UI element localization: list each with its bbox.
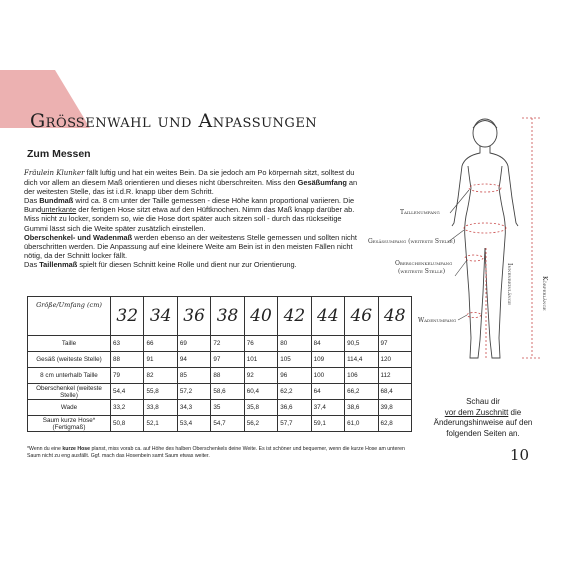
table-cell: 106 (345, 368, 378, 384)
table-cell: 112 (378, 368, 412, 384)
table-cell: 88 (111, 352, 144, 368)
table-cell: 57,7 (278, 416, 311, 432)
table-cell: 91 (144, 352, 177, 368)
size-header-row (28, 297, 412, 336)
label-wadenumfang: Wadenumfang (418, 317, 457, 324)
size-header: 40 (244, 297, 277, 336)
table-cell: 50,8 (111, 416, 144, 432)
size-header: 42 (278, 297, 311, 336)
size-header: 46 (345, 297, 378, 336)
table-cell: 88 (211, 368, 244, 384)
table-cell: 37,4 (311, 400, 344, 416)
page-title: Größenwahl und Anpassungen (30, 110, 318, 132)
table-cell: 64 (311, 384, 344, 400)
paragraph-1: Fräulein Klunker fällt luftig und hat ein weites Bein. Da sie jedoch am Po körpernah sitzt, solltest du dich vor allem an diesem Maß orientieren und dieses nicht überschreiten. Miss den Gesäßumfang an der weitesten Stelle, das ist i.d.R. knapp über dem Schritt. (24, 168, 358, 197)
table-cell: 105 (278, 352, 311, 368)
table-cell: 62,2 (278, 384, 311, 400)
size-header: 32 (111, 297, 144, 336)
row-label: Wade (28, 400, 111, 416)
table-cell: 84 (311, 336, 344, 352)
table-cell: 100 (311, 368, 344, 384)
table-cell: 36,6 (278, 400, 311, 416)
size-header: 44 (311, 297, 344, 336)
table-cell: 80 (278, 336, 311, 352)
table-cell: 66,2 (345, 384, 378, 400)
row-label: Gesäß (weiteste Stelle) (28, 352, 111, 368)
table-cell: 39,8 (378, 400, 412, 416)
table-cell: 82 (144, 368, 177, 384)
size-header: 38 (211, 297, 244, 336)
table-cell: 35 (211, 400, 244, 416)
table-cell: 54,4 (111, 384, 144, 400)
size-header: 48 (378, 297, 412, 336)
table-row (28, 416, 412, 432)
table-row (28, 368, 412, 384)
table-cell: 61,0 (345, 416, 378, 432)
table-cell: 35,8 (244, 400, 277, 416)
table-cell: 34,3 (177, 400, 210, 416)
footnote: *Wenn du eine kurze Hose planst, miss vorab ca. auf Höhe des halben Oberschenkels deine Weite. Es ist schöner und bequemer, wenn die kurze Hose am unteren Saum nicht zu eng ausfällt. Ggf. mach das Hosenbein samt Saum etwas weiter. (27, 446, 405, 459)
table-row (28, 400, 412, 416)
page-number: 10 (510, 446, 530, 464)
row-label: Saum kurze Hose* (Fertigmaß) (28, 416, 111, 432)
paragraph-3: Oberschenkel- und Wadenmaß werden ebenso an der weitestens Stelle gemessen und sollten nicht überschritten werden. Die Anpassung auf eine kleinere Weite am Bein ist in den meisten Fällen nicht nötig, da der Schnitt locker fällt. (24, 232, 357, 260)
label-oberschenkelumfang: Oberschenkelumfang (395, 260, 453, 267)
table-cell: 90,5 (345, 336, 378, 352)
table-cell: 92 (244, 368, 277, 384)
table-cell: 69 (177, 336, 210, 352)
row-label: Taille (28, 336, 111, 352)
table-cell: 53,4 (177, 416, 210, 432)
paragraph-4: Das Taillenmaß spielt für diesen Schnitt keine Rolle und dient nur zur Orientierung. (24, 259, 297, 269)
label-oberschenkel-note: (weiteste Stelle) (398, 268, 446, 275)
section-subtitle: Zum Messen (27, 148, 91, 160)
table-cell: 72 (211, 336, 244, 352)
table-cell: 57,2 (177, 384, 210, 400)
table-cell: 38,6 (345, 400, 378, 416)
table-cell: 94 (177, 352, 210, 368)
table-cell: 33,2 (111, 400, 144, 416)
table-cell: 62,8 (378, 416, 412, 432)
table-cell: 54,7 (211, 416, 244, 432)
brand-name: Fräulein Klunker (24, 169, 85, 177)
table-row (28, 352, 412, 368)
table-cell: 33,8 (144, 400, 177, 416)
table-cell: 76 (244, 336, 277, 352)
instructions-text (24, 168, 358, 269)
table-cell: 58,6 (211, 384, 244, 400)
label-gesaessumfang: Gesäßumfang (weiteste Stelle) (368, 238, 456, 245)
size-header: 34 (144, 297, 177, 336)
table-cell: 56,2 (244, 416, 277, 432)
table-cell: 114,4 (345, 352, 378, 368)
table-cell: 55,8 (144, 384, 177, 400)
table-cell: 52,1 (144, 416, 177, 432)
label-taillenumfang: Taillenumfang (400, 209, 440, 216)
table-cell: 97 (378, 336, 412, 352)
row-label: Oberschenkel (weiteste Stelle) (28, 384, 111, 400)
paragraph-2: Das Bundmaß wird ca. 8 cm unter der Taille gemessen - diese Höhe kann proportional variieren. Die Bundunterkante der fertigen Hose sitzt etwa auf den Hüftknochen. Nimm das Maß knapp darüber ab. Miss nicht zu locker, sondern so, wie die Hose dort später auch sitzen soll - durch das rückseitige Gummi lässt sich die Weite später zusätzlich einstellen. (24, 196, 355, 233)
table-cell: 96 (278, 368, 311, 384)
size-table (27, 296, 412, 432)
table-cell: 68,4 (378, 384, 412, 400)
table-cell: 120 (378, 352, 412, 368)
table-cell: 66 (144, 336, 177, 352)
table-cell: 60,4 (244, 384, 277, 400)
adjustment-note: Schau dir vor dem Zuschnitt die Änderungshinweise auf den folgenden Seiten an. (433, 397, 533, 438)
table-row (28, 336, 412, 352)
table-cell: 63 (111, 336, 144, 352)
table-cell: 97 (211, 352, 244, 368)
table-cell: 59,1 (311, 416, 344, 432)
table-cell: 79 (111, 368, 144, 384)
table-row (28, 384, 412, 400)
table-cell: 85 (177, 368, 210, 384)
size-header: 36 (177, 297, 210, 336)
label-koerperlaenge: Körperlänge (541, 276, 548, 311)
row-label: 8 cm unterhalb Taille (28, 368, 111, 384)
table-cell: 109 (311, 352, 344, 368)
label-innenbeinlaenge: Innenbeinlänge (506, 263, 513, 305)
table-cell: 101 (244, 352, 277, 368)
size-header-label: Größe/Umfang (cm) (28, 297, 111, 336)
measurement-figure (370, 108, 560, 373)
